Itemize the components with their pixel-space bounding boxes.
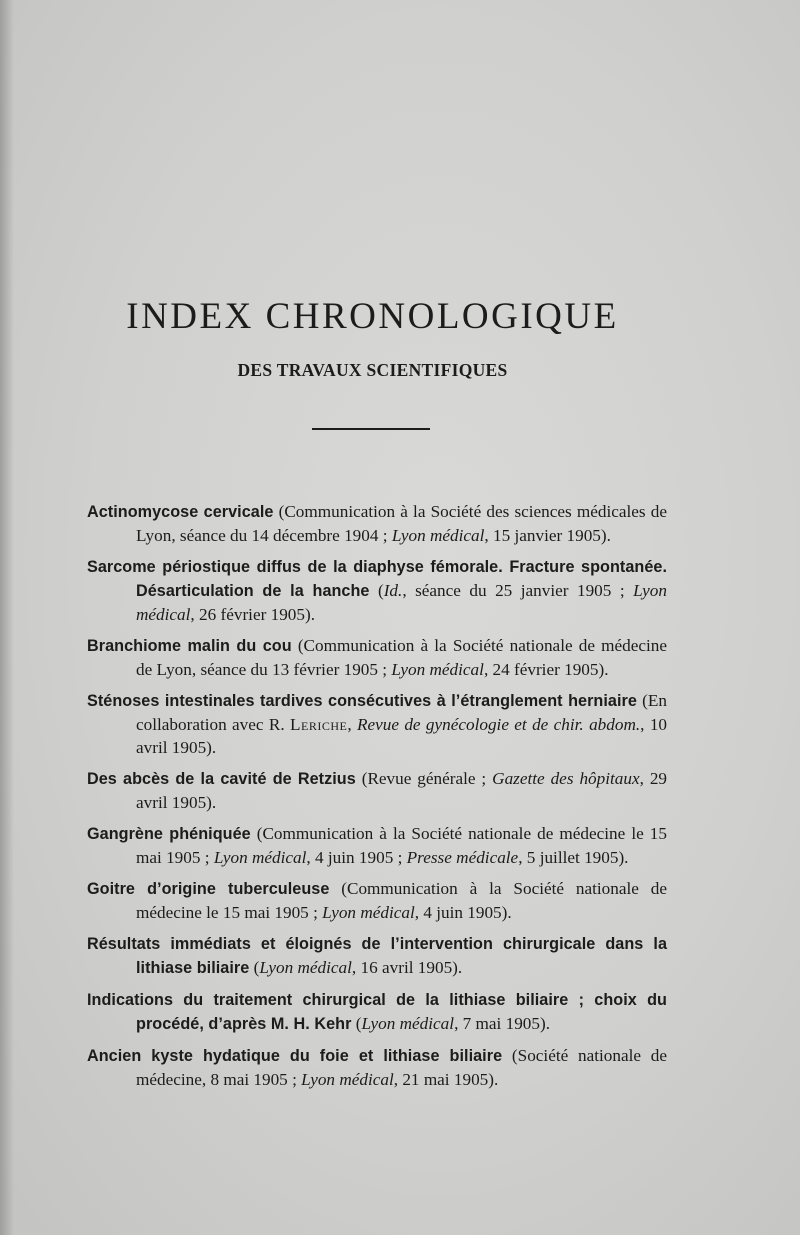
entry-citation-text: (	[369, 581, 384, 600]
page-title: INDEX CHRONOLOGIQUE	[126, 296, 619, 337]
entry-citation-text: (Communication à la Société nationale de médecine le 15 mai 1905 ;	[136, 824, 667, 867]
entry-heading: Sarcome périostique diffus de la diaphyse fémorale. Fracture spontanée. Désarticulation de la hanche	[87, 558, 667, 600]
entry-citation-text: , séance du 25 janvier 1905 ;	[402, 581, 634, 600]
entry-journal-title: Lyon médical	[391, 660, 484, 679]
entry-citation-text: , 29 avril 1905).	[136, 769, 668, 812]
entry-citation-text: , 5 juillet 1905).	[518, 848, 629, 867]
entry-journal-title: Lyon médical	[259, 958, 352, 977]
bibliography-entry	[87, 822, 667, 869]
entry-citation-text: (Revue générale ;	[355, 769, 493, 788]
entry-citation-text: , 24 février 1905).	[483, 660, 609, 679]
title-divider	[312, 428, 430, 430]
bibliography-entry	[87, 500, 667, 547]
entry-citation-text: (Communication à la Société nationale de médecine le 15 mai 1905 ;	[136, 879, 667, 922]
entry-journal-title: Lyon médical	[136, 581, 667, 624]
entry-citation-text: , 4 juin 1905).	[414, 903, 512, 922]
entry-journal-title: Lyon médical	[391, 526, 485, 545]
entry-journal-title: Lyon médical	[361, 1014, 455, 1033]
entry-heading: Indications du traitement chirurgical de la lithiase biliaire ; choix du procédé, d’après M. H. Kehr	[87, 991, 667, 1033]
entry-citation-text: (Société nationale de médecine, 8 mai 1905 ;	[136, 1046, 668, 1089]
entry-citation-text: , 21 mai 1905).	[393, 1070, 499, 1089]
bibliography-entry	[87, 1044, 667, 1091]
entry-citation-text: , 7 mai 1905).	[454, 1014, 551, 1033]
entry-citation-text: (Communication à la Société nationale de médecine de Lyon, séance du 13 février 1905 ;	[136, 636, 667, 679]
entry-journal-title: Lyon médical	[322, 903, 415, 922]
bibliography-entry	[87, 689, 667, 759]
entry-heading: Goitre d’origine tuberculeuse	[87, 880, 330, 898]
entry-citation-text: , 16 avril 1905).	[351, 958, 463, 977]
entry-author-name: Leriche	[290, 715, 348, 734]
entry-heading: Actinomycose cervicale	[87, 503, 274, 521]
entry-journal-title: Id.	[383, 581, 403, 600]
entry-journal-title: Lyon médical	[301, 1070, 394, 1089]
bibliography-entry	[87, 877, 667, 924]
entry-heading: Sténoses intestinales tardives consécutives à l’étranglement herniaire	[87, 692, 637, 710]
entry-heading: Résultats immédiats et éloignés de l’intervention chirurgicale dans la lithiase biliaire	[87, 935, 667, 977]
bibliography-entry	[87, 634, 667, 681]
entry-journal-title: Lyon médical	[213, 848, 307, 867]
entry-heading: Branchiome malin du cou	[87, 637, 292, 655]
entry-citation-text: , 26 février 1905).	[190, 605, 315, 624]
entry-citation-text: , 4 juin 1905 ;	[306, 848, 407, 867]
bibliography-entry	[87, 988, 667, 1036]
entry-citation-text: (Communication à la Société des sciences médicales de Lyon, séance du 14 décembre 1904 ;	[136, 502, 667, 545]
bibliography-entry	[87, 767, 667, 814]
entry-journal-title: Gazette des hôpitaux	[492, 769, 640, 788]
entry-heading: Ancien kyste hydatique du foie et lithiase biliaire	[87, 1047, 503, 1065]
bibliography-entry	[87, 932, 667, 980]
entry-citation-text: (	[351, 1014, 362, 1033]
entry-citation-text: ,	[347, 715, 357, 734]
page-subtitle: DES TRAVAUX SCIENTIFIQUES	[237, 360, 508, 380]
entry-heading: Gangrène phéniquée	[87, 825, 251, 843]
entry-citation-text: (En collaboration avec R.	[136, 691, 667, 734]
entry-heading: Des abcès de la cavité de Retzius	[87, 770, 356, 788]
entry-list	[87, 500, 667, 1099]
bibliography-entry	[87, 555, 667, 626]
entry-journal-title: Presse médicale	[406, 848, 519, 867]
entry-citation-text: , 15 janvier 1905).	[484, 526, 611, 545]
entry-citation-text: (	[249, 958, 260, 977]
entry-citation-text: , 10 avril 1905).	[136, 715, 668, 757]
entry-journal-title: Revue de gynécologie et de chir. abdom.	[357, 715, 641, 734]
